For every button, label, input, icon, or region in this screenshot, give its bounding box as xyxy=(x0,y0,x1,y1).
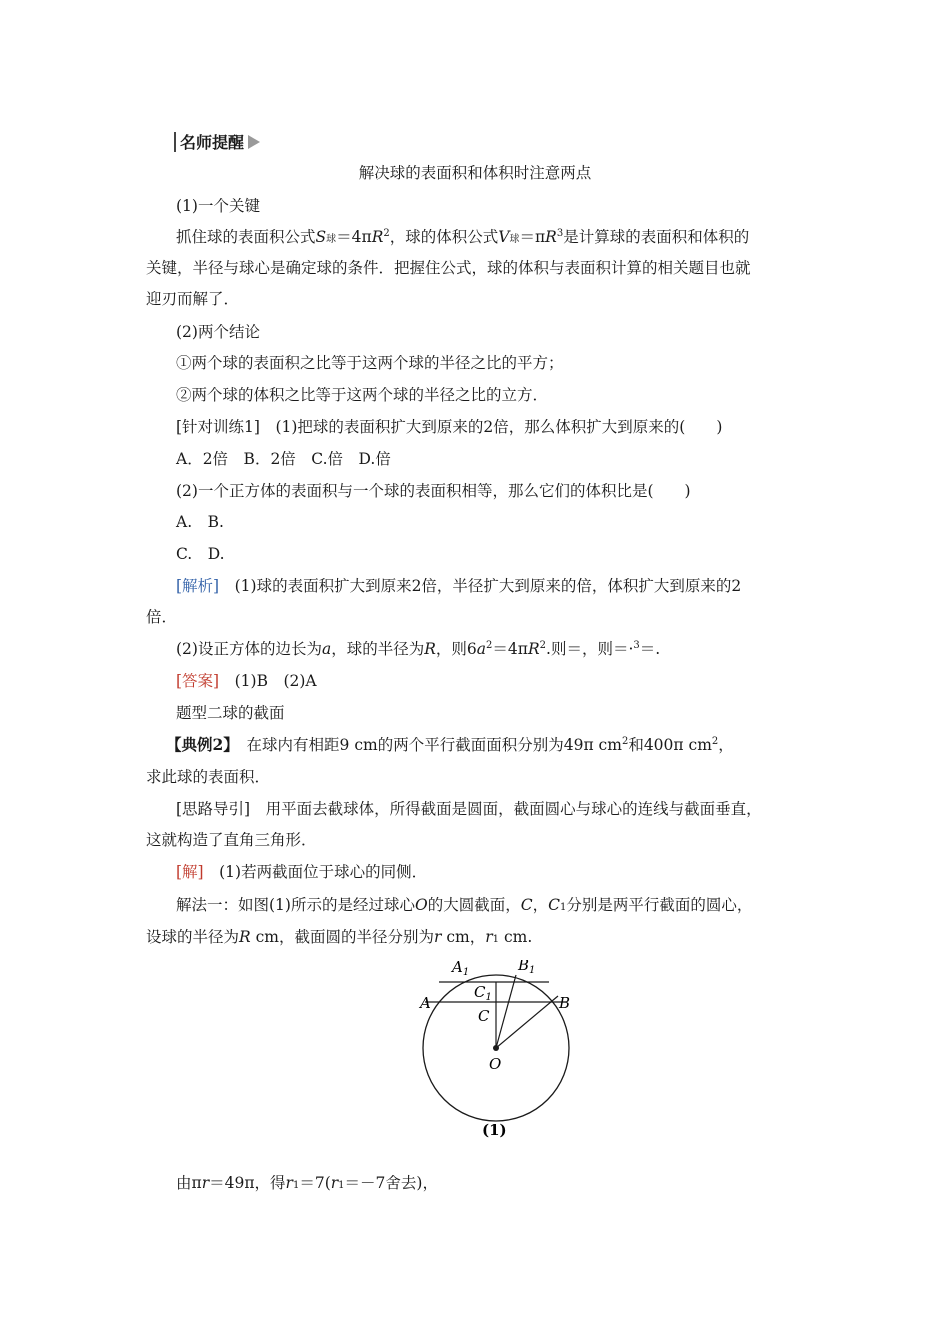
key-heading: (1)一个关键 xyxy=(176,197,260,215)
var-r: r xyxy=(201,1174,210,1192)
analysis-tag: [解析] xyxy=(176,577,220,595)
example-tag: 【典例2】 xyxy=(166,735,232,754)
var-r: R xyxy=(424,640,436,658)
text: cm，截面圆的半径分别为 xyxy=(250,928,434,946)
center-point xyxy=(493,1045,499,1051)
label-c: C xyxy=(478,1007,490,1025)
var-s: S xyxy=(315,228,327,246)
text: ＝7( xyxy=(299,1174,331,1192)
text: (1)球的表面积扩大到原来2倍，半径扩大到原来的倍，体积扩大到原来的2 xyxy=(219,577,742,595)
text: 在球内有相距9 cm的两个平行截面面积分别为49π cm xyxy=(231,736,622,754)
label-a1: $A_1$ xyxy=(452,960,470,978)
answer-tag: [答案] xyxy=(176,672,220,690)
teacher-tip-header xyxy=(174,130,260,153)
var-a: a xyxy=(321,640,332,658)
var-r: R xyxy=(545,228,557,246)
sub: 1 xyxy=(559,902,567,913)
text: ＝4π xyxy=(336,228,372,246)
text: 分别是两平行截面的圆心， xyxy=(566,896,753,914)
sup: 2 xyxy=(539,639,547,651)
text: 抓住球的表面积公式 xyxy=(176,228,316,246)
var-r: R xyxy=(527,640,540,658)
figure-caption: (1) xyxy=(482,1121,507,1139)
text: 的大圆截面， xyxy=(427,896,521,914)
text: ＝－7舍去)， xyxy=(344,1174,438,1192)
sup: 2 xyxy=(383,227,390,239)
text: ，球的半径为 xyxy=(331,640,425,658)
sub: 球 xyxy=(509,234,520,245)
text: ＝4π xyxy=(492,640,528,658)
text: (1)若两截面位于球心的同侧． xyxy=(203,863,428,881)
label-o: O xyxy=(489,1055,502,1073)
text: 由π xyxy=(176,1174,202,1192)
var-o: O xyxy=(414,896,428,914)
radius-line xyxy=(146,926,532,951)
segment-ob1 xyxy=(496,975,516,1048)
conclusions-heading: (2)两个结论 xyxy=(176,323,260,341)
example-line-2: 求此球的表面积． xyxy=(146,768,271,786)
text: 设球的半径为 xyxy=(146,928,240,946)
sub: 1 xyxy=(492,934,500,945)
text: ，则6 xyxy=(435,640,477,658)
method-line xyxy=(176,894,752,919)
sup: 3 xyxy=(556,227,564,239)
text: ＝. xyxy=(639,640,661,658)
sphere-section-figure xyxy=(410,960,590,1150)
text: ， xyxy=(532,896,549,914)
text: cm， xyxy=(441,928,486,946)
label-b: B xyxy=(559,994,571,1012)
sub: 1 xyxy=(338,1180,345,1191)
var-c1: C xyxy=(548,896,560,914)
conclusion-2: ②两个球的体积之比等于这两个球的半径之比的立方． xyxy=(176,386,549,404)
text: ＝49π，得 xyxy=(209,1174,286,1192)
answer-line xyxy=(176,670,317,692)
sup: 2 xyxy=(711,735,719,747)
training-question-1: [针对训练1] (1)把球的表面积扩大到原来的2倍，那么体积扩大到原来的( ) xyxy=(176,418,723,436)
var-r1: r xyxy=(330,1174,339,1192)
conclusion-1: ①两个球的表面积之比等于这两个球的半径之比的平方； xyxy=(176,354,564,372)
text: .则＝，则＝· xyxy=(546,640,634,658)
var-r: R xyxy=(239,928,251,946)
options-2b: C. D. xyxy=(176,545,225,563)
label-c1: $C_1$ xyxy=(474,983,492,1003)
sub: 球 xyxy=(326,234,337,245)
text: ，球的体积公式 xyxy=(389,228,499,246)
text: (1)B (2)A xyxy=(219,672,317,690)
var-r1: r xyxy=(285,1174,293,1192)
tip-bar xyxy=(174,132,176,152)
sup: 2 xyxy=(486,639,493,651)
options-2a: A. B. xyxy=(176,513,224,531)
analysis-line-2: 倍． xyxy=(146,608,178,626)
options-1: A．2倍 B．2倍 C.倍 D.倍 xyxy=(176,450,391,468)
var-r: R xyxy=(371,228,384,246)
guide-line-1: [思路导引] 用平面去截球体，所得截面是圆面，截面圆心与球心的连线与截面垂直， xyxy=(176,800,762,818)
training-question-2: (2)一个正方体的表面积与一个球的表面积相等，那么它们的体积比是( ) xyxy=(176,482,691,500)
text: 是计算球的表面积和体积的 xyxy=(563,228,750,246)
text: 解法一：如图(1)所示的是经过球心 xyxy=(176,896,415,914)
sup: 3 xyxy=(633,639,640,651)
var-r1: r xyxy=(485,928,493,946)
label-b1: $B_1$ xyxy=(518,960,536,976)
analysis-line-1 xyxy=(176,575,741,597)
text: ， xyxy=(718,736,734,754)
final-line xyxy=(176,1172,438,1197)
key-text-line-1 xyxy=(176,226,749,251)
text: (2)设正方体的边长为 xyxy=(176,640,322,658)
text: 和400π cm xyxy=(628,736,712,754)
key-text-line-3: 迎刃而解了． xyxy=(146,290,240,308)
segment-ob xyxy=(496,996,558,1048)
play-arrow-icon xyxy=(248,135,260,149)
sub: 1 xyxy=(292,1180,300,1191)
solution-line xyxy=(176,861,427,883)
var-a: a xyxy=(476,640,487,658)
section-title: 解决球的表面积和体积时注意两点 xyxy=(358,164,592,182)
solution-tag: [解] xyxy=(176,863,204,881)
tip-title: 名师提醒 xyxy=(180,133,245,152)
var-v: V xyxy=(498,228,510,246)
guide-line-2: 这就构造了直角三角形． xyxy=(146,831,317,849)
analysis-line-3 xyxy=(176,638,660,660)
var-c: C xyxy=(520,896,533,914)
text: ＝π xyxy=(519,228,546,246)
topic-2-title: 题型二球的截面 xyxy=(176,704,285,722)
var-r: r xyxy=(434,928,442,946)
label-a: A xyxy=(420,994,431,1012)
sup: 2 xyxy=(621,735,629,747)
text: cm. xyxy=(499,928,533,946)
key-text-line-2: 关键，半径与球心是确定球的条件．把握住公式，球的体积与表面积计算的相关题目也就 xyxy=(146,259,751,277)
example-line-1 xyxy=(166,734,734,756)
